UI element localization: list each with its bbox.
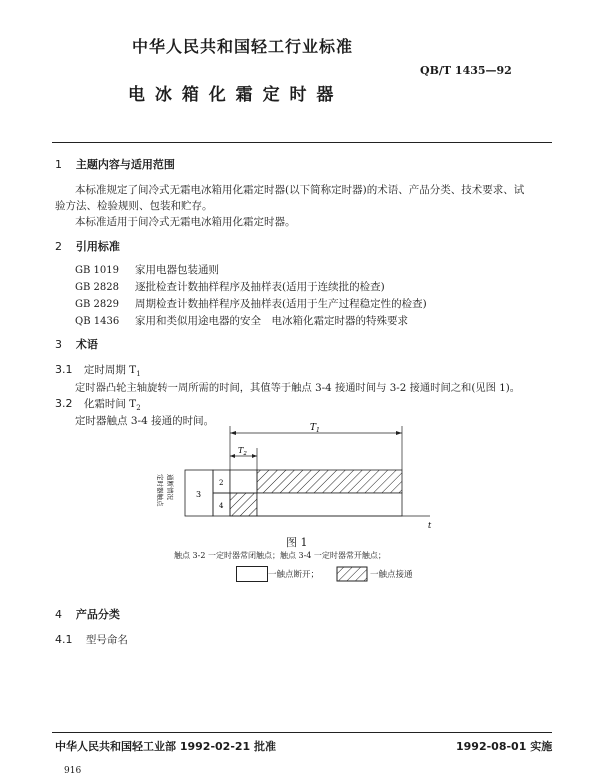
term-3-2-number: 3.2 bbox=[55, 397, 73, 410]
section-1-para-1-line-2: 验方法、检验规则、包装和贮存。 bbox=[55, 200, 213, 212]
reference-code: QB 1436 bbox=[75, 316, 120, 327]
reference-code: GB 1019 bbox=[75, 265, 119, 276]
term-3-1 bbox=[55, 362, 141, 378]
figure-ylabel-line-2: 通断情况 bbox=[166, 474, 174, 500]
reference-code: GB 2828 bbox=[75, 282, 119, 293]
reference-text: 周期检查计数抽样程序及抽样表(适用于生产过程稳定性的检查) bbox=[135, 298, 427, 310]
legend-open-label: 一触点断开； bbox=[268, 570, 320, 580]
section-4-heading bbox=[55, 606, 120, 622]
effective-date: 1992-08-01 实施 bbox=[456, 740, 553, 753]
reference-text: 逐批检查计数抽样程序及抽样表(适用于连续批的检查) bbox=[135, 281, 385, 293]
reference-item bbox=[75, 262, 219, 277]
section-1-number: 1 bbox=[55, 158, 62, 171]
reference-item bbox=[75, 296, 427, 311]
contact-3-2-open-segment bbox=[230, 470, 257, 493]
section-4-title: 产品分类 bbox=[75, 608, 120, 621]
term-3-1-description: 定时器凸轮主轴旋转一周所需的时间，其值等于触点 3-4 接通时间与 3-2 接通时间之和(见图 1)。 bbox=[75, 382, 521, 394]
time-axis-label: t bbox=[428, 521, 432, 530]
legend-closed-swatch bbox=[336, 566, 368, 582]
term-3-1-label: 定时周期 T bbox=[83, 364, 137, 376]
figure-1-timing-diagram bbox=[130, 422, 450, 534]
t2-arrow-right bbox=[252, 454, 257, 458]
term-3-2-description: 定时器触点 3-4 接通的时间。 bbox=[75, 415, 215, 427]
t2-label: $T_2$ bbox=[238, 446, 247, 457]
term-3-1-number: 3.1 bbox=[55, 363, 73, 376]
footer-rule bbox=[52, 732, 552, 733]
t1-arrow-left bbox=[230, 431, 236, 435]
section-1-title: 主题内容与适用范围 bbox=[75, 158, 175, 171]
section-3-title: 术语 bbox=[75, 338, 98, 351]
term-4-1 bbox=[55, 632, 128, 647]
reference-text: 家用电器包装通则 bbox=[135, 264, 219, 276]
term-3-1-subscript: 1 bbox=[136, 370, 141, 379]
contact-2-label: 2 bbox=[219, 479, 224, 487]
section-1-heading bbox=[55, 156, 175, 172]
section-3-number: 3 bbox=[55, 338, 62, 351]
figure-ylabel-line-1: 定时器触点 bbox=[156, 474, 164, 507]
contact-4-label: 4 bbox=[219, 502, 224, 510]
section-3-heading bbox=[55, 336, 98, 352]
figure-caption: 图 1 bbox=[286, 536, 308, 549]
section-2-number: 2 bbox=[55, 240, 62, 253]
section-4-number: 4 bbox=[55, 608, 62, 621]
reference-text: 家用和类似用途电器的安全 电冰箱化霜定时器的特殊要求 bbox=[135, 315, 408, 327]
legend-closed-label: 一触点接通 bbox=[370, 570, 413, 580]
t2-arrow-left bbox=[230, 454, 235, 458]
section-2-title: 引用标准 bbox=[75, 240, 120, 253]
contact-3-2-closed-segment bbox=[257, 470, 402, 493]
contact-3-label: 3 bbox=[196, 490, 202, 499]
contact-3-4-closed-segment bbox=[230, 493, 257, 516]
reference-item bbox=[75, 313, 408, 328]
standard-number: QB/T 1435—92 bbox=[420, 64, 512, 77]
legend-open-swatch bbox=[236, 566, 268, 582]
term-3-2 bbox=[55, 396, 141, 412]
figure-note: 触点 3-2 一定时器常闭触点；触点 3-4 一定时器常开触点； bbox=[174, 551, 386, 560]
contact-3-4-open-segment bbox=[257, 493, 402, 516]
term-4-1-number: 4.1 bbox=[55, 633, 73, 646]
section-1-para-2: 本标准适用于间冷式无霜电冰箱用化霜定时器。 bbox=[75, 216, 296, 228]
section-2-heading bbox=[55, 238, 120, 254]
t1-arrow-right bbox=[396, 431, 402, 435]
t1-label: $T_1$ bbox=[310, 423, 320, 434]
section-1-para-1-line-1: 本标准规定了间冷式无霜电冰箱用化霜定时器(以下简称定时器)的术语、产品分类、技术要求、试 bbox=[75, 184, 525, 196]
document-title: 电 冰 箱 化 霜 定 时 器 bbox=[128, 85, 336, 105]
reference-item bbox=[75, 279, 385, 294]
term-4-1-label: 型号命名 bbox=[85, 634, 128, 646]
reference-code: GB 2829 bbox=[75, 299, 119, 310]
issuer-approval: 中华人民共和国轻工业部 1992-02-21 批准 bbox=[55, 740, 277, 753]
term-3-2-label: 化霜时间 T bbox=[83, 398, 137, 410]
header-rule bbox=[52, 142, 552, 143]
term-3-2-subscript: 2 bbox=[136, 404, 141, 413]
page-number: 916 bbox=[64, 766, 82, 776]
org-title: 中华人民共和国轻工行业标准 bbox=[132, 37, 354, 56]
